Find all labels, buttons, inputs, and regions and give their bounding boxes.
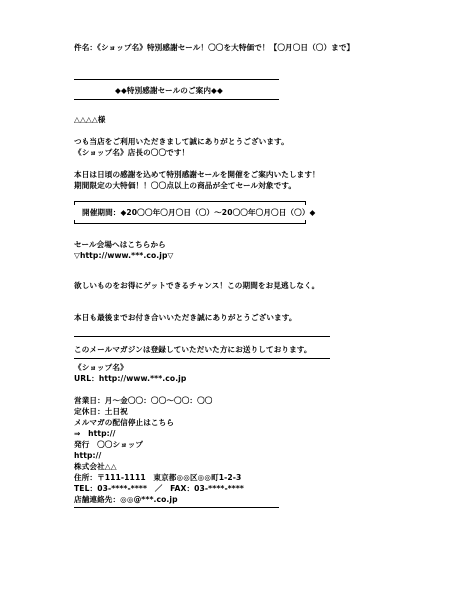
address: 住所：〒111-1111 東京都◎◎区◎◎町1-2-3 xyxy=(74,473,242,482)
closed-days: 定休日：土日祝 xyxy=(74,407,128,416)
company-name: 株式会社△△ xyxy=(74,462,117,471)
period-box-bottom xyxy=(74,220,306,224)
unsubscribe-text: メルマガの配信停止はこちら xyxy=(74,418,175,427)
publisher-url[interactable]: http:// xyxy=(74,451,102,460)
announcement-line: 本日は日頃の感謝を込めて特別感謝セールを開催をご案内いたします！ xyxy=(74,170,320,179)
divider xyxy=(74,358,330,359)
divider xyxy=(74,507,279,508)
greeting: △△△△様 xyxy=(74,115,106,124)
shop-name: 《ショップ名》 xyxy=(74,363,128,372)
announcement-line: 期間限定の大特価！！〇〇点以上の商品が全てセール対象です。 xyxy=(74,181,297,190)
phone-fax: TEL：03-****-**** ／ FAX：03-****-**** xyxy=(74,484,245,493)
closing-text: 本日も最後までお付き合いいただき誠にありがとうございます。 xyxy=(74,313,297,322)
period-box-top xyxy=(74,201,306,205)
intro-line: 《ショップ名》店長の〇〇です！ xyxy=(74,148,190,157)
divider xyxy=(74,99,279,100)
subscription-notice: このメールマガジンは登録していただいた方にお送りしております。 xyxy=(74,345,312,354)
shop-url[interactable]: URL：http://www.***.co.jp xyxy=(74,374,187,383)
publisher: 発行 〇〇ショップ xyxy=(74,440,144,449)
venue-link[interactable]: ▽http://www.***.co.jp▽ xyxy=(74,251,174,260)
venue-label: セール会場へはこちらから xyxy=(74,240,166,249)
unsubscribe-link[interactable]: ⇒ http:// xyxy=(74,429,116,438)
contact-email[interactable]: 店舗連絡先：◎◎@***.co.jp xyxy=(74,495,178,504)
divider xyxy=(74,336,330,337)
email-subject: 件名：《ショップ名》特別感謝セール！〇〇を大特価で！【〇月〇日（〇）まで】 xyxy=(74,43,355,52)
sale-heading: ◆◆特別感謝セールのご案内◆◆ xyxy=(115,86,223,95)
business-hours: 営業日：月～金〇〇：〇〇～〇〇：〇〇 xyxy=(74,396,213,405)
divider xyxy=(74,79,279,80)
intro-line: つも当店をご利用いただきまして誠にありがとうございます。 xyxy=(74,137,289,146)
chance-text: 欲しいものをお得にゲットできるチャンス！この期間をお見逃しなく。 xyxy=(74,281,320,290)
sale-period: 開催期間：◆20〇〇年〇月〇日（〇）～20〇〇年〇月〇日（〇）◆ xyxy=(82,208,316,217)
